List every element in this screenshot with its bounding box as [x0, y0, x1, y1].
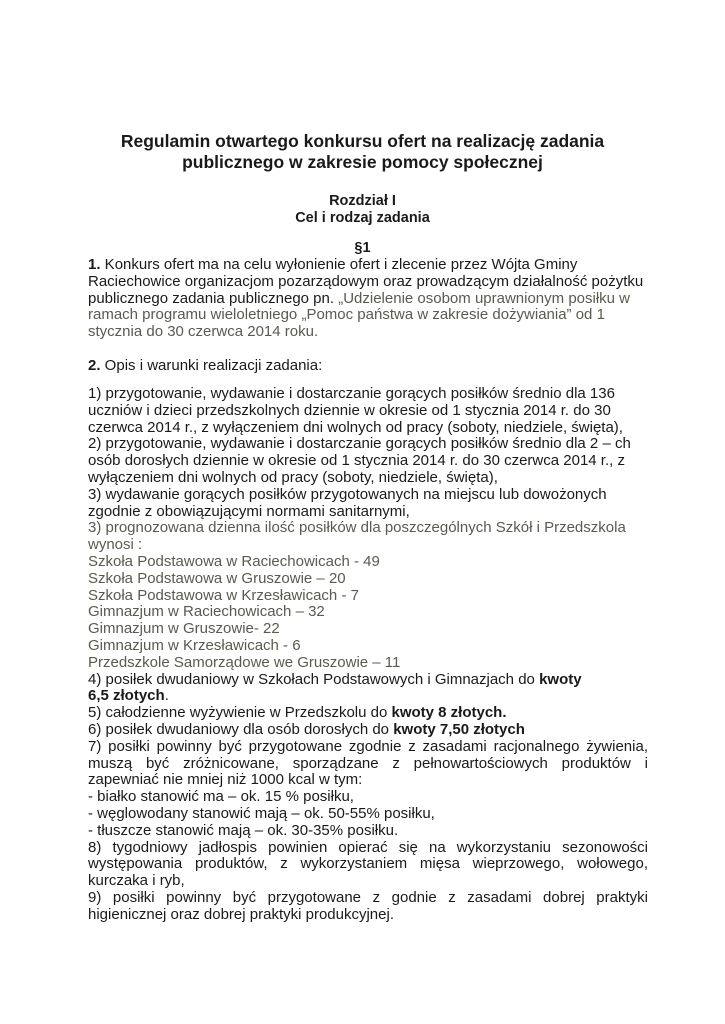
- item-6-text: 6) posiłek dwudaniowy dla osób dorosłych do: [88, 720, 394, 738]
- items-list: [88, 386, 648, 924]
- chapter-subtitle: Cel i rodzaj zadania: [295, 210, 430, 226]
- item-5-amount: kwoty 8 złotych.: [391, 704, 507, 722]
- item-4-line-2: [88, 688, 648, 705]
- chapter-heading: [60, 193, 665, 227]
- item-2-line-3: wyłączeniem dni wolnych od pracy (soboty, niedziele, święta),: [88, 468, 498, 486]
- item-1-line-1: 1) przygotowanie, wydawanie i dostarczanie gorących posiłków średnio dla 136: [88, 385, 615, 402]
- item-4-line-1: [88, 672, 648, 689]
- item-7-bullet-3: - tłuszcze stanowić mają – ok. 30-35% posiłku.: [88, 821, 399, 839]
- item-8-line-3: kurczaka i ryb,: [88, 872, 185, 890]
- item-3-line-1: 3) wydawanie gorących posiłków przygotowanych na miejscu lub dowożonych: [88, 485, 607, 503]
- school-item: Szkoła Podstawowa w Gruszowie – 20: [88, 569, 346, 587]
- school-item: Przedszkole Samorządowe we Gruszowie – 11: [88, 653, 401, 671]
- item-4-text: 4) posiłek dwudaniowy w Szkołach Podstawowych i Gimnazjach do: [88, 670, 540, 688]
- item-7-bullet-2: - węglowodany stanowić mają – ok. 50-55% posiłku,: [88, 804, 435, 822]
- p1-line-3-text: publicznego zadania publicznego pn.: [88, 289, 339, 307]
- item-4-bold: kwoty: [539, 670, 582, 688]
- p1-line-2: Raciechowice organizacjom pozarządowym oraz prowadzącym działalność pożytku: [88, 272, 644, 290]
- paragraph-2-heading: [88, 358, 648, 375]
- item-5-text: 5) całodzienne wyżywienie w Przedszkolu do: [88, 704, 392, 722]
- item-2-line-2: osób dorosłych dziennie w okresie od 1 stycznia 2014 r. do 30 czerwca 2014 r., z: [88, 452, 625, 470]
- item-3b-line-2: wynosi :: [88, 536, 143, 554]
- school-item: Szkoła Podstawowa w Raciechowicach - 49: [88, 552, 380, 570]
- item-8-line-2: występowania produktów, z wykorzystaniem mięsa wieprzowego, wołowego,: [88, 855, 648, 873]
- section-label: §1: [354, 240, 371, 256]
- p1-line-5: stycznia do 30 czerwca 2014 roku.: [88, 323, 319, 341]
- title-line-2: publicznego w zakresie pomocy społecznej: [182, 152, 543, 172]
- p1-line-1-text: Konkurs ofert ma na celu wyłonienie ofert i zlecenie przez Wójta Gminy: [100, 256, 578, 273]
- school-item: Gimnazjum w Gruszowie- 22: [88, 620, 280, 638]
- item-9-line-1: 9) posiłki powinny być przygotowane z godnie z zasadami dobrej praktyki: [88, 888, 648, 906]
- p2-line: [88, 358, 648, 375]
- item-3-line-2: zgodnie z obowiązującymi normami sanitarnymi,: [88, 502, 410, 520]
- item-9-line-2: higienicznej oraz dobrej praktyki produkcyjnej.: [88, 905, 394, 923]
- school-item: Gimnazjum w Krzesławicach - 6: [88, 636, 301, 654]
- item-6-amount: kwoty 7,50 złotych: [393, 720, 525, 738]
- p1-line-4: ramach programu wieloletniego „Pomoc państwa w zakresie dożywiania” od 1: [88, 306, 605, 324]
- p1-line-3: [88, 291, 648, 308]
- item-2-line-1: 2) przygotowanie, wydawanie i dostarczanie gorących posiłków średnio dla 2 – ch: [88, 435, 631, 453]
- chapter-label: Rozdział I: [329, 193, 396, 209]
- item-4-period: .: [164, 687, 169, 705]
- p2-text: Opis i warunki realizacji zadania:: [100, 357, 323, 374]
- p1-number: 1.: [88, 256, 101, 273]
- item-7-line-3: zapewniać nie mniej niż 1000 kcal w tym:: [88, 771, 363, 789]
- p1-line-3-quote: „Udzielenie osobom uprawnionym posiłku w: [338, 289, 631, 307]
- item-5-line: [88, 705, 648, 722]
- document-title: [60, 131, 665, 173]
- item-7-bullet-1: - białko stanowić ma – ok. 15 % posiłku,: [88, 788, 354, 806]
- school-item: Szkoła Podstawowa w Krzesławicach - 7: [88, 586, 359, 604]
- title-line-1: Regulamin otwartego konkursu ofert na realizację zadania: [120, 131, 605, 151]
- school-item: Gimnazjum w Raciechowicach – 32: [88, 603, 325, 621]
- paragraph-1: [88, 257, 648, 341]
- item-6-line: [88, 722, 648, 739]
- section-heading: [60, 240, 665, 257]
- item-1-line-3: czerwca 2014 r., z wyłączeniem dni wolnych od pracy (soboty, niedziele, święta),: [88, 418, 623, 436]
- item-1-line-2: uczniów i dzieci przedszkolnych dziennie w okresie od 1 stycznia 2014 r. do 30: [88, 401, 611, 419]
- p2-number: 2.: [88, 357, 101, 374]
- item-3b-line-1: 3) prognozowana dzienna ilość posiłków dla poszczególnych Szkół i Przedszkola: [88, 519, 626, 537]
- item-7-line-1: 7) posiłki powinny być przygotowane zgodnie z zasadami racjonalnego żywienia,: [88, 737, 648, 755]
- item-8-line-1: 8) tygodniowy jadłospis powinien opierać się na wykorzystaniu sezonowości: [88, 838, 648, 856]
- item-4-amount: 6,5 złotych: [88, 687, 165, 705]
- item-7-line-2: muszą być zróżnicowane, sporządzane z pełnowartościowych produktów i: [88, 754, 648, 772]
- p1-line-1: [88, 257, 648, 274]
